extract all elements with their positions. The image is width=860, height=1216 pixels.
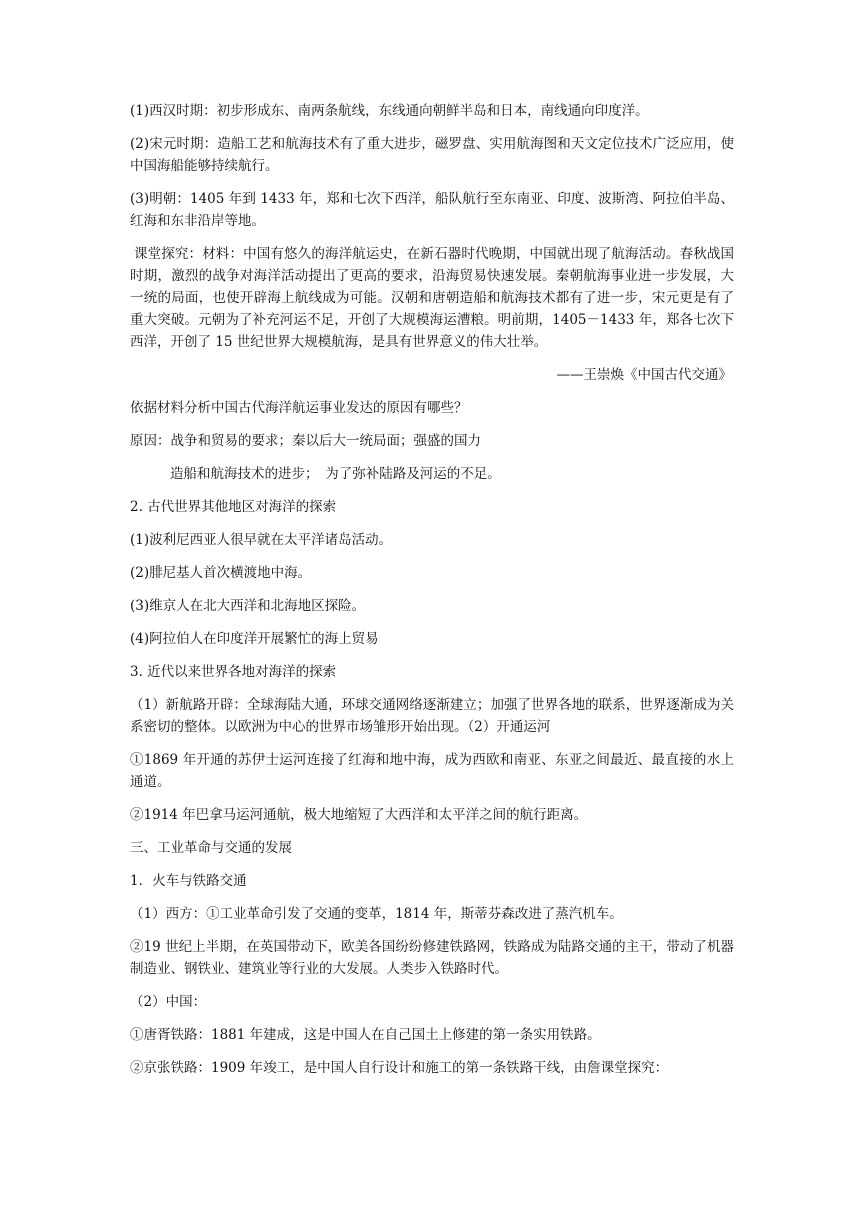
paragraph-class-inquiry-material: 课堂探究：材料：中国有悠久的海洋航运史，在新石器时代晚期，中国就出现了航海活动。春秋战国时期，激烈的战争对海洋活动提出了更高的要求，沿海贸易快速发展。秦朝航海事业进一步发展，大一统的局面，也使开辟海上航线成为可能。汉朝和唐朝造船和航海技术都有了进一步，宋元更是有了重大突破。元朝为了补充河运不足，开创了大规模海运漕粮。明前期，1405－1433 年，郑各七次下西洋，开创了 15 世纪世界大规模航海，是具有世界意义的伟大壮举。 bbox=[130, 246, 734, 350]
paragraph-ming: (3)明朝：1405 年到 1433 年，郑和七次下西洋，船队航行至东南亚、印度、波斯湾、阿拉伯半岛、红海和东非沿岸等地。 bbox=[130, 191, 734, 229]
subsection-heading-railways: 1．火车与铁路交通 bbox=[130, 873, 247, 889]
section-heading-industrial-revolution: 三、工业革命与交通的发展 bbox=[130, 840, 292, 856]
paragraph-western-han: (1)西汉时期：初步形成东、南两条航线，东线通向朝鲜半岛和日本，南线通向印度洋。 bbox=[130, 103, 649, 119]
paragraph-question: 依据材料分析中国古代海洋航运事业发达的原因有哪些？ bbox=[130, 400, 468, 416]
paragraph-song-yuan: (2)宋元时期：造船工艺和航海技术有了重大进步，磁罗盘、实用航海图和天文定位技术广泛应用，使中国海船能够持续航行。 bbox=[130, 136, 734, 174]
paragraph-reasons: 原因：战争和贸易的要求；秦以后大一统局面；强盛的国力 bbox=[130, 433, 481, 449]
paragraph-jingzhang-railway: ②京张铁路：1909 年竣工，是中国人自行设计和施工的第一条铁路干线，由詹课堂探究： bbox=[130, 1060, 669, 1076]
paragraph-panama-canal: ②1914 年巴拿马运河通航，极大地缩短了大西洋和太平洋之间的航行距离。 bbox=[130, 807, 588, 823]
paragraph-vikings: (3)维京人在北大西洋和北海地区探险。 bbox=[130, 598, 366, 614]
paragraph-reasons-continued: 造船和航海技术的进步； 为了弥补陆路及河运的不足。 bbox=[170, 466, 501, 482]
paragraph-phoenicians: (2)腓尼基人首次横渡地中海。 bbox=[130, 565, 312, 581]
paragraph-arabs: (4)阿拉伯人在印度洋开展繁忙的海上贸易 bbox=[130, 631, 379, 647]
paragraph-west-locomotive: （1）西方：①工业革命引发了交通的变革，1814 年，斯蒂芬森改进了蒸汽机车。 bbox=[130, 906, 623, 922]
subsection-heading-china: （2）中国： bbox=[130, 994, 207, 1010]
paragraph-polynesians: (1)波利尼西亚人很早就在太平洋诸岛活动。 bbox=[130, 532, 393, 548]
paragraph-suez-canal: ①1869 年开通的苏伊士运河连接了红海和地中海，成为西欧和南亚、东亚之间最近、最直接的水上通道。 bbox=[130, 752, 734, 790]
section-heading-other-regions: 2. 古代世界其他地区对海洋的探索 bbox=[130, 499, 337, 515]
quote-attribution: ——王崇焕《中国古代交通》 bbox=[556, 367, 732, 383]
paragraph-railway-era: ②19 世纪上半期，在英国带动下，欧美各国纷纷修建铁路网，铁路成为陆路交通的主干，带动了机器制造业、钢铁业、建筑业等行业的大发展。人类步入铁路时代。 bbox=[130, 939, 734, 977]
section-heading-modern-exploration: 3. 近代以来世界各地对海洋的探索 bbox=[130, 664, 337, 680]
paragraph-new-routes: （1）新航路开辟：全球海陆大通，环球交通网络逐渐建立；加强了世界各地的联系，世界逐渐成为关系密切的整体。以欧洲为中心的世界市场雏形开始出现。（2）开通运河 bbox=[130, 697, 734, 735]
document-body bbox=[130, 100, 734, 1090]
paragraph-tangxu-railway: ①唐胥铁路：1881 年建成，这是中国人在自己国土上修建的第一条实用铁路。 bbox=[130, 1027, 601, 1043]
